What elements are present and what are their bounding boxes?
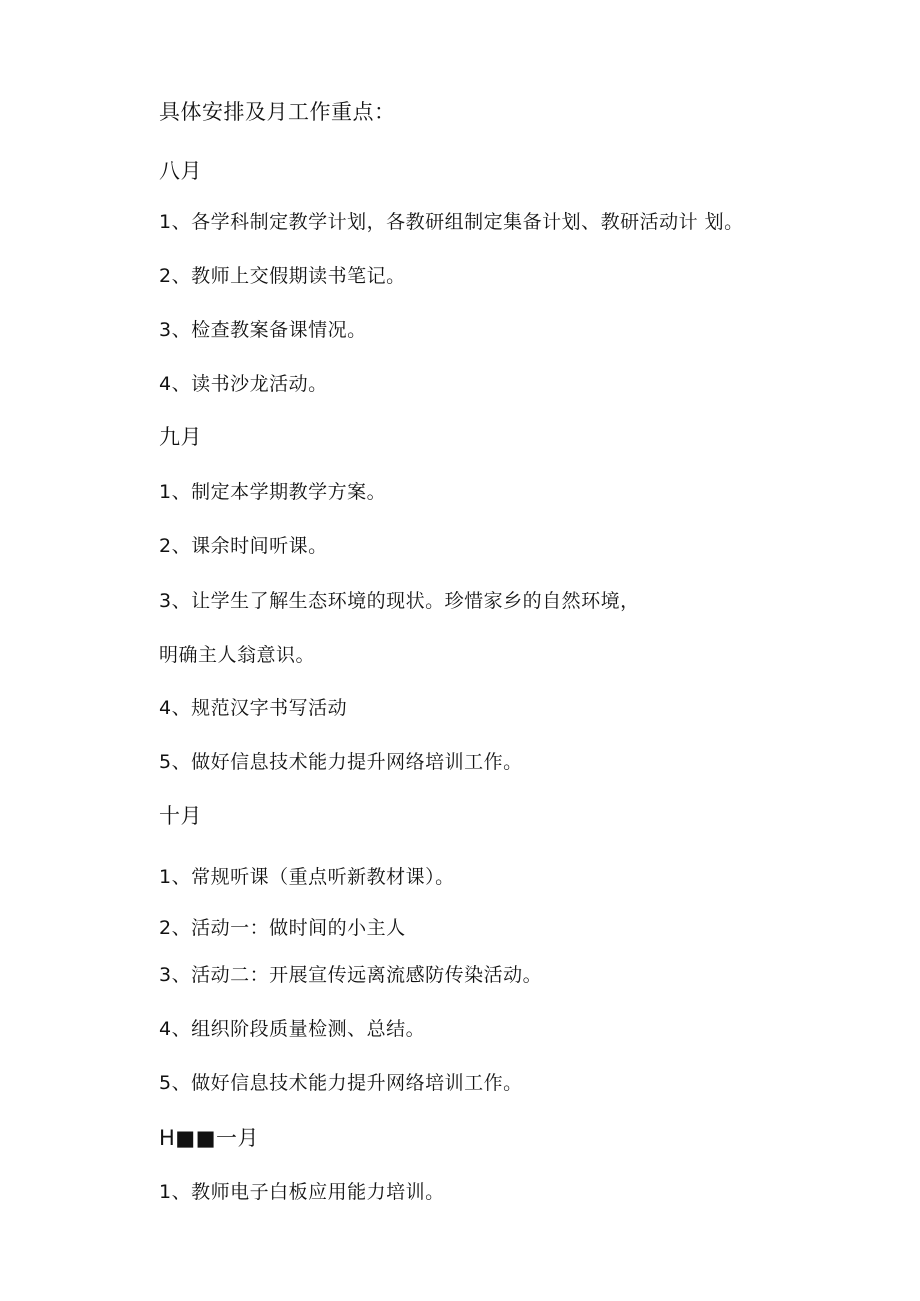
list-item: 3、让学生了解生态环境的现状。珍惜家乡的自然环境， [159,590,640,612]
list-item: 明确主人翁意识。 [159,644,316,666]
list-item: 5、做好信息技术能力提升网络培训工作。 [159,751,523,773]
list-item: 3、检查教案备课情况。 [159,319,367,341]
list-item: 2、课余时间听课。 [159,535,328,557]
list-item: 2、教师上交假期读书笔记。 [159,265,406,287]
list-item: 1、制定本学期教学方案。 [159,481,387,503]
list-item: 1、各学科制定教学计划，各教研组制定集备计划、教研活动计 划。 [159,211,744,233]
month-heading-september: 九月 [159,425,202,449]
list-item: 1、常规听课（重点听新教材课）。 [159,866,455,888]
list-item: 4、组织阶段质量检测、总结。 [159,1018,426,1040]
document-title: 具体安排及月工作重点： [159,100,396,124]
list-item: 4、读书沙龙活动。 [159,373,328,395]
list-item: 5、做好信息技术能力提升网络培训工作。 [159,1072,523,1094]
list-item: 2、活动一：做时间的小主人 [159,917,406,939]
list-item: 1、教师电子白板应用能力培训。 [159,1181,445,1203]
month-heading-august: 八月 [159,159,202,183]
month-heading-october: 十月 [159,804,202,828]
list-item: 3、活动二：开展宣传远离流感防传染活动。 [159,964,543,986]
month-heading-november: H■■一月 [159,1126,259,1150]
list-item: 4、规范汉字书写活动 [159,697,348,719]
